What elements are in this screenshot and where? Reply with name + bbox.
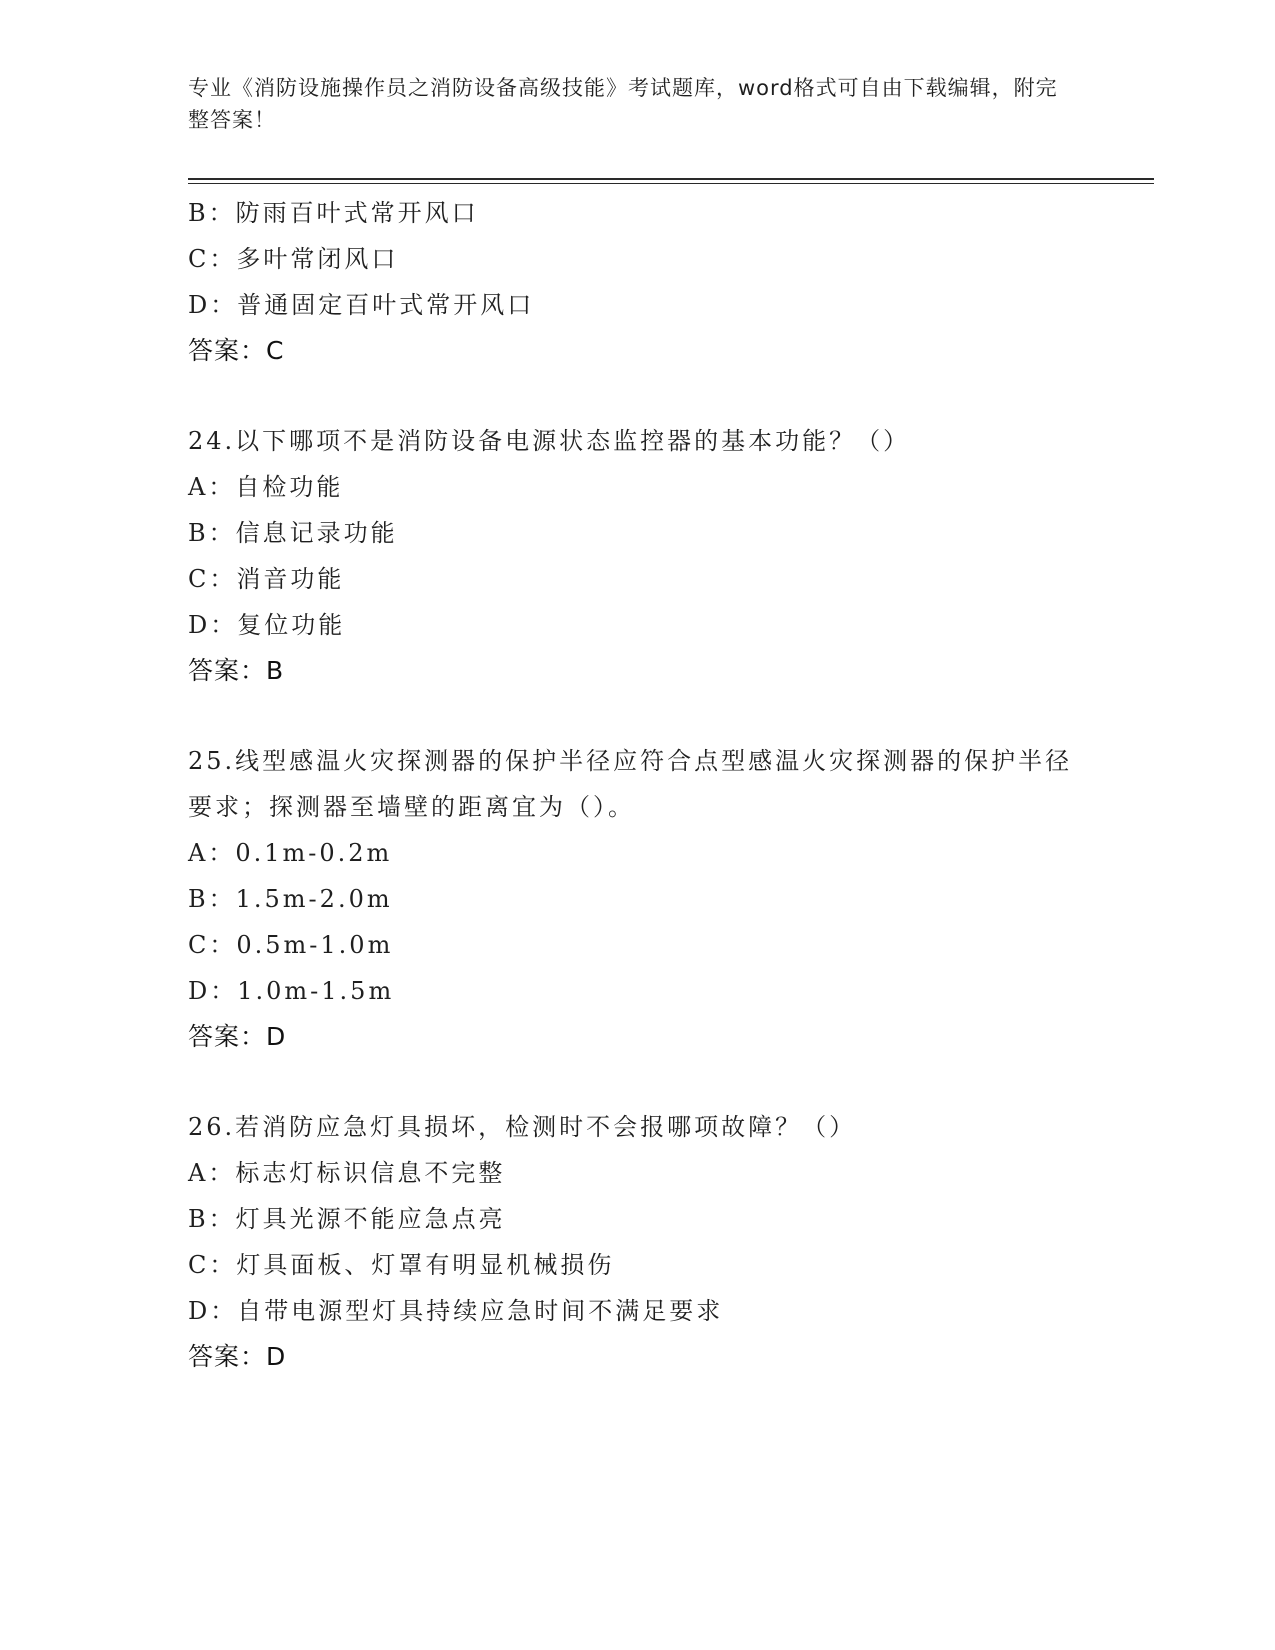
header-rule-thick — [188, 178, 1154, 180]
option-c: C：灯具面板、灯罩有明显机械损伤 — [188, 1251, 615, 1279]
question-26 — [188, 1104, 1088, 1380]
option-b: B：信息记录功能 — [188, 519, 398, 547]
option-d: D：自带电源型灯具持续应急时间不满足要求 — [188, 1297, 724, 1325]
option-b: B：1.5m-2.0m — [188, 885, 393, 913]
answer-label: 答案： — [188, 336, 267, 365]
option-d: D：1.0m-1.5m — [188, 977, 395, 1005]
answer-line — [188, 1334, 1088, 1380]
header-rule-thin — [188, 183, 1154, 184]
answer-value: B — [266, 656, 285, 685]
option-d: D：普通固定百叶式常开风口 — [188, 291, 535, 319]
option-c: C：0.5m-1.0m — [188, 931, 394, 959]
question-stem: 26.若消防应急灯具损坏，检测时不会报哪项故障？（） — [188, 1113, 857, 1141]
option-a: A：标志灯标识信息不完整 — [188, 1159, 506, 1187]
page-header: 专业《消防设施操作员之消防设备高级技能》考试题库，word格式可自由下载编辑，附完整答案！ — [188, 76, 1058, 132]
answer-line — [188, 328, 1088, 374]
answer-value: D — [266, 1342, 287, 1371]
answer-line — [188, 648, 1088, 694]
option-d: D：复位功能 — [188, 611, 346, 639]
option-b: B：防雨百叶式常开风口 — [188, 199, 479, 227]
option-c: C：多叶常闭风口 — [188, 245, 399, 273]
answer-value: C — [266, 336, 285, 365]
answer-value: D — [266, 1022, 287, 1051]
question-stem: 25.线型感温火灾探测器的保护半径应符合点型感温火灾探测器的保护半径要求；探测器至墙壁的距离宜为（）。 — [188, 747, 1073, 821]
answer-line — [188, 1014, 1088, 1060]
answer-label: 答案： — [188, 1342, 267, 1371]
option-a: A：0.1m-0.2m — [188, 839, 393, 867]
question-fragment — [188, 190, 1088, 374]
question-24 — [188, 418, 1088, 694]
question-25 — [188, 738, 1088, 1060]
answer-label: 答案： — [188, 656, 267, 685]
answer-label: 答案： — [188, 1022, 267, 1051]
question-stem: 24.以下哪项不是消防设备电源状态监控器的基本功能？（） — [188, 427, 911, 455]
option-b: B：灯具光源不能应急点亮 — [188, 1205, 506, 1233]
option-c: C：消音功能 — [188, 565, 345, 593]
option-a: A：自检功能 — [188, 473, 344, 501]
question-list — [188, 190, 1088, 1380]
